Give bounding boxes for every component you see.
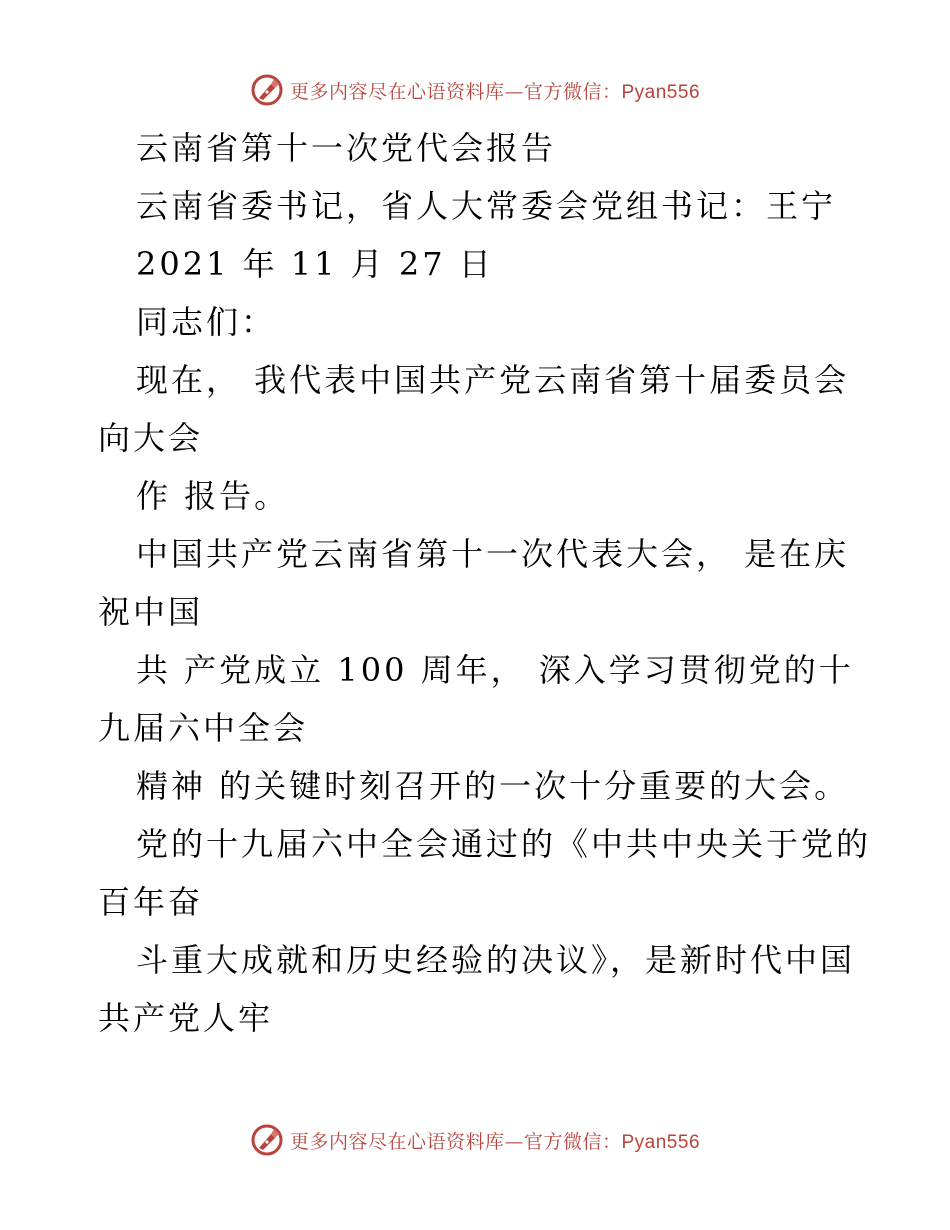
footer-watermark xyxy=(0,1120,950,1160)
pen-nib-logo-icon xyxy=(250,1123,284,1157)
watermark-cn-text: 更多内容尽在心语资料库 xyxy=(289,1130,505,1153)
document-title: 云南省第十一次党代会报告 xyxy=(136,129,557,167)
paragraph-line: 共产党人牢 xyxy=(98,999,274,1037)
paragraph-line: 精神 的关键时刻召开的一次十分重要的大会。 xyxy=(136,767,850,805)
watermark-wechat-id: Pyan556 xyxy=(621,81,701,103)
paragraph-line: 现在， 我代表中国共产党云南省第十届委员会 xyxy=(136,361,850,399)
watermark-wechat-label: 官方微信： xyxy=(523,1130,622,1153)
watermark-text xyxy=(290,77,700,104)
paragraph-line: 作 报告。 xyxy=(136,477,290,515)
paragraph-line: 共 产党成立 100 周年， 深入学习贯彻党的十 xyxy=(136,651,854,689)
author-line: 云南省委书记，省人大常委会党组书记：王宁 xyxy=(136,187,837,225)
watermark-text xyxy=(290,1127,700,1154)
paragraph-line: 九届六中全会 xyxy=(98,709,309,747)
header-watermark xyxy=(0,70,950,110)
watermark-dash: — xyxy=(504,1130,524,1153)
paragraph-line: 祝中国 xyxy=(98,593,204,631)
paragraph-line: 中国共产党云南省第十一次代表大会， 是在庆 xyxy=(136,535,850,573)
watermark-wechat-label: 官方微信： xyxy=(523,80,622,103)
paragraph-line: 百年奋 xyxy=(98,883,204,921)
date-line: 2021 年 11 月 27 日 xyxy=(136,245,494,283)
watermark-wechat-id: Pyan556 xyxy=(621,1131,701,1153)
salutation-line: 同志们： xyxy=(136,303,277,341)
pen-nib-logo-icon xyxy=(250,73,284,107)
paragraph-line: 斗重大成就和历史经验的决议》，是新时代中国 xyxy=(136,941,856,979)
paragraph-line: 党的十九届六中全会通过的《中共中央关于党的 xyxy=(136,825,872,863)
watermark-cn-text: 更多内容尽在心语资料库 xyxy=(289,80,505,103)
paragraph-line: 向大会 xyxy=(98,419,204,457)
watermark-dash: — xyxy=(504,80,524,103)
